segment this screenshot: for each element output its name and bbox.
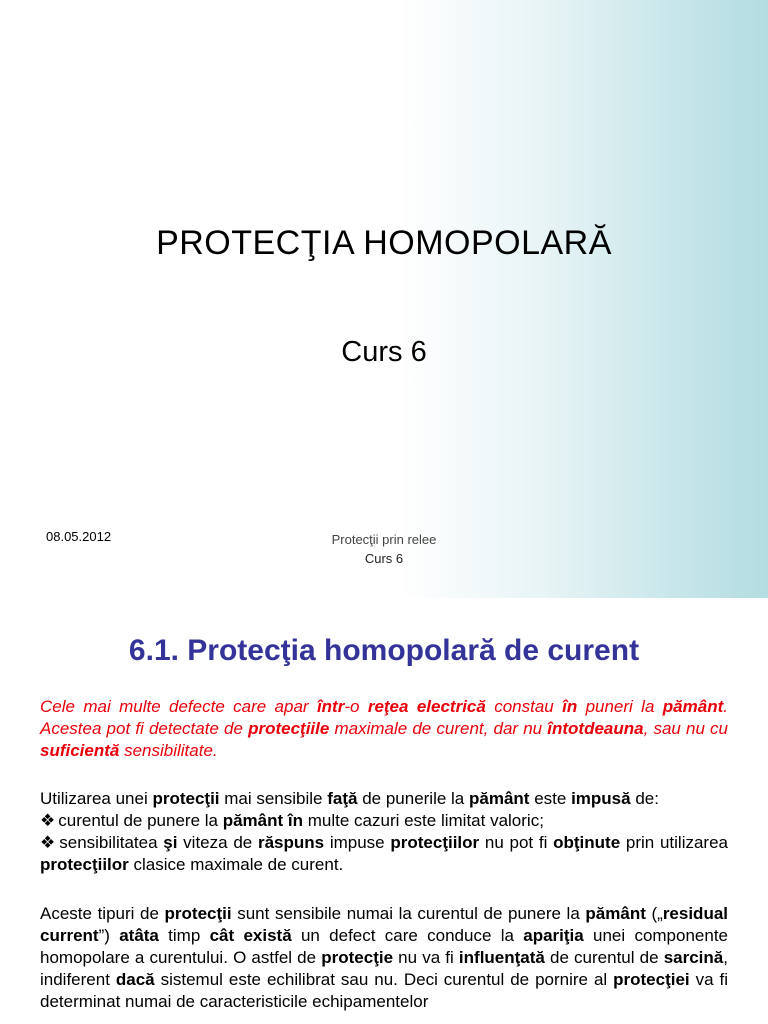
text-run: atâta — [119, 926, 159, 945]
text-run: un defect care conduce la — [291, 926, 524, 945]
text-run: unei componente homopolare a curentului. O astfel de — [40, 926, 729, 967]
text-run: va fi determinat numai de caracteristicile echipamentelor — [40, 970, 728, 1011]
explanation-paragraph — [40, 903, 728, 1013]
text-run: influenţată — [458, 948, 545, 967]
text-run: şi — [163, 833, 178, 852]
bullet-item-1 — [40, 810, 728, 832]
bullet-icon: ❖ — [40, 811, 56, 830]
text-run: pământ — [222, 811, 284, 830]
text-run: constau — [485, 697, 563, 716]
text-run: protecţii — [164, 904, 232, 923]
text-run: nu pot fi — [479, 833, 554, 852]
text-run: pământ — [662, 697, 724, 716]
text-run: sarcină — [663, 948, 724, 967]
footer-course-number: Curs 6 — [364, 551, 404, 566]
requirements-paragraph — [40, 788, 728, 876]
text-run: , indiferent — [40, 948, 728, 989]
bullet-text — [58, 811, 544, 830]
requirements-line — [40, 788, 728, 810]
text-run: reţea electrică — [367, 697, 486, 716]
slide-subtitle: Curs 6 — [341, 336, 427, 368]
text-run: protecţiei — [613, 970, 690, 989]
text-run: de curentul de — [544, 948, 664, 967]
text-run: prin utilizarea — [620, 833, 728, 852]
text-run: întotdeauna — [547, 719, 644, 738]
text-run: într — [316, 697, 345, 716]
text-run: de punerile la — [357, 789, 469, 808]
text-run: impusă — [571, 789, 631, 808]
text-run: protecţiilor — [40, 855, 129, 874]
text-run: mai sensibile — [219, 789, 328, 808]
slide-footer — [284, 530, 484, 568]
text-run: sensibilitate. — [119, 741, 218, 760]
text-run: puneri la — [577, 697, 663, 716]
text-run: suficientă — [40, 741, 120, 760]
text-run: ”) — [98, 926, 120, 945]
bullet-item-2 — [40, 832, 728, 876]
text-run: viteza de — [177, 833, 258, 852]
text-run: pământ — [585, 904, 646, 923]
text-run: curentul de punere la — [58, 811, 223, 830]
text-run: . Acestea pot fi detectate de — [40, 697, 728, 738]
text-run: obţinute — [553, 833, 621, 852]
text-run: multe cazuri este limitat valoric; — [303, 811, 544, 830]
text-run: timp — [158, 926, 210, 945]
text-run: protecţiilor — [390, 833, 480, 852]
text-run: răspuns — [257, 833, 325, 852]
text-run: faţă — [327, 789, 358, 808]
text-run: maximale de curent, dar nu — [329, 719, 548, 738]
bullet-text — [40, 833, 728, 874]
text-run: impuse — [324, 833, 391, 852]
text-run: protecţii — [152, 789, 220, 808]
text-run: Aceste tipuri de — [40, 904, 165, 923]
text-run: Utilizarea unei — [40, 789, 153, 808]
text-run: protecţiile — [248, 719, 330, 738]
text-run: în — [287, 811, 304, 830]
slide-title: PROTECŢIA HOMOPOLARĂ — [156, 224, 612, 262]
text-run: clasice maximale de curent. — [128, 855, 344, 874]
text-run: protecţie — [321, 948, 394, 967]
text-run: sensibilitatea — [59, 833, 164, 852]
text-run: de: — [630, 789, 659, 808]
text-run: sunt sensibile numai la curentul de punere la — [231, 904, 586, 923]
text-run: apariţia — [523, 926, 584, 945]
text-run: -o — [344, 697, 368, 716]
text-run: sistemul este echilibrat sau nu. Deci curentul de pornire al — [154, 970, 614, 989]
text-run: residual current — [40, 904, 729, 945]
section-title: 6.1. Protecţia homopolară de curent — [128, 634, 640, 667]
text-run: dacă — [115, 970, 155, 989]
text-run: nu va fi — [393, 948, 459, 967]
slide-date: 08.05.2012 — [46, 529, 112, 544]
text-run: în — [562, 697, 578, 716]
footer-course-name: Protecţii prin relee — [331, 532, 437, 547]
text-run: cât există — [209, 926, 292, 945]
text-run: , sau nu cu — [643, 719, 728, 738]
text-run: este — [529, 789, 572, 808]
bullet-icon: ❖ — [40, 833, 57, 852]
text-run: („ — [645, 904, 663, 923]
text-run: Cele mai multe defecte care apar — [40, 697, 317, 716]
intro-paragraph — [40, 696, 728, 762]
text-run: pământ — [469, 789, 530, 808]
